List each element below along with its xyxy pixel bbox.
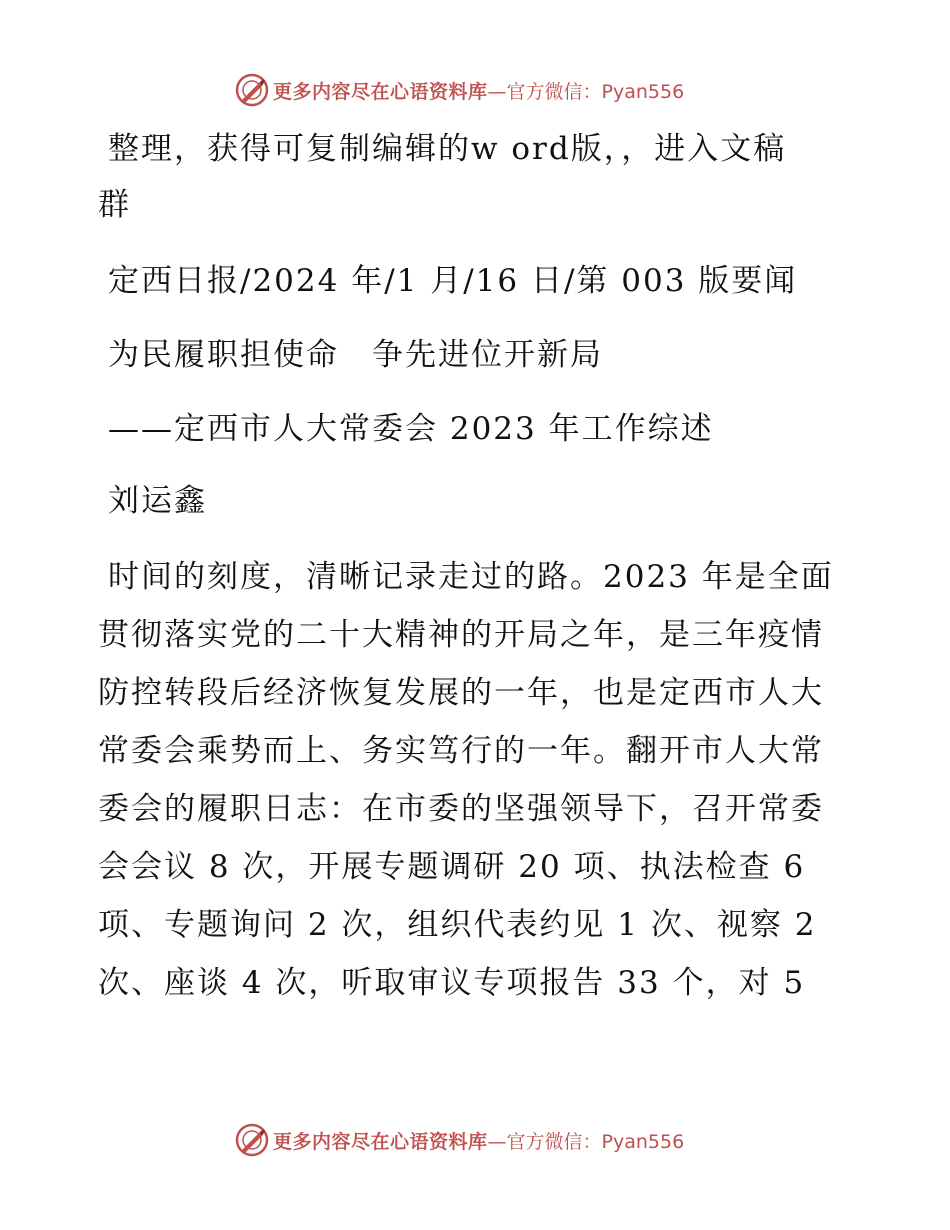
intro-line-1: 整理，获得可复制编辑的w ord版，，进入文稿 <box>108 131 787 167</box>
author-name: 刘运鑫 <box>108 483 207 519</box>
body-line: 会会议 8 次，开展专题调研 20 项、执法检查 6 <box>98 849 806 885</box>
body-line: 贯彻落实党的二十大精神的开局之年，是三年疫情 <box>98 617 824 653</box>
brand-text: 更多内容尽在心语资料库 <box>273 80 488 103</box>
body-line: 项、专题询问 2 次，组织代表约见 1 次、视察 2 <box>98 907 817 943</box>
article-title: 为民履职担使命 争先进位开新局 <box>108 337 603 373</box>
contact-text: —官方微信：Pyan556 <box>487 80 685 103</box>
body-line: 防控转段后经济恢复发展的一年，也是定西市人大 <box>98 675 824 711</box>
body-line: 委会的履职日志：在市委的坚强领导下，召开常委 <box>98 791 824 827</box>
contact-text: —官方微信：Pyan556 <box>487 1130 685 1153</box>
source-line: 定西日报/2024 年/1 月/16 日/第 003 版要闻 <box>108 263 798 299</box>
brand-logo-icon <box>235 1123 269 1157</box>
intro-line-2: 群 <box>98 187 131 223</box>
body-line: 次、座谈 4 次，听取审议专项报告 33 个，对 5 <box>98 965 806 1001</box>
document-body <box>98 120 858 1012</box>
body-line: 时间的刻度，清晰记录走过的路。2023 年是全面 <box>108 559 834 595</box>
body-paragraph <box>98 548 858 1012</box>
brand-text: 更多内容尽在心语资料库 <box>273 1130 488 1153</box>
header-banner <box>235 72 684 108</box>
brand-logo-icon <box>235 73 269 107</box>
footer-banner <box>235 1122 684 1158</box>
article-subtitle: ——定西市人大常委会 2023 年工作综述 <box>108 411 714 447</box>
body-line: 常委会乘势而上、务实笃行的一年。翻开市人大常 <box>98 733 824 769</box>
